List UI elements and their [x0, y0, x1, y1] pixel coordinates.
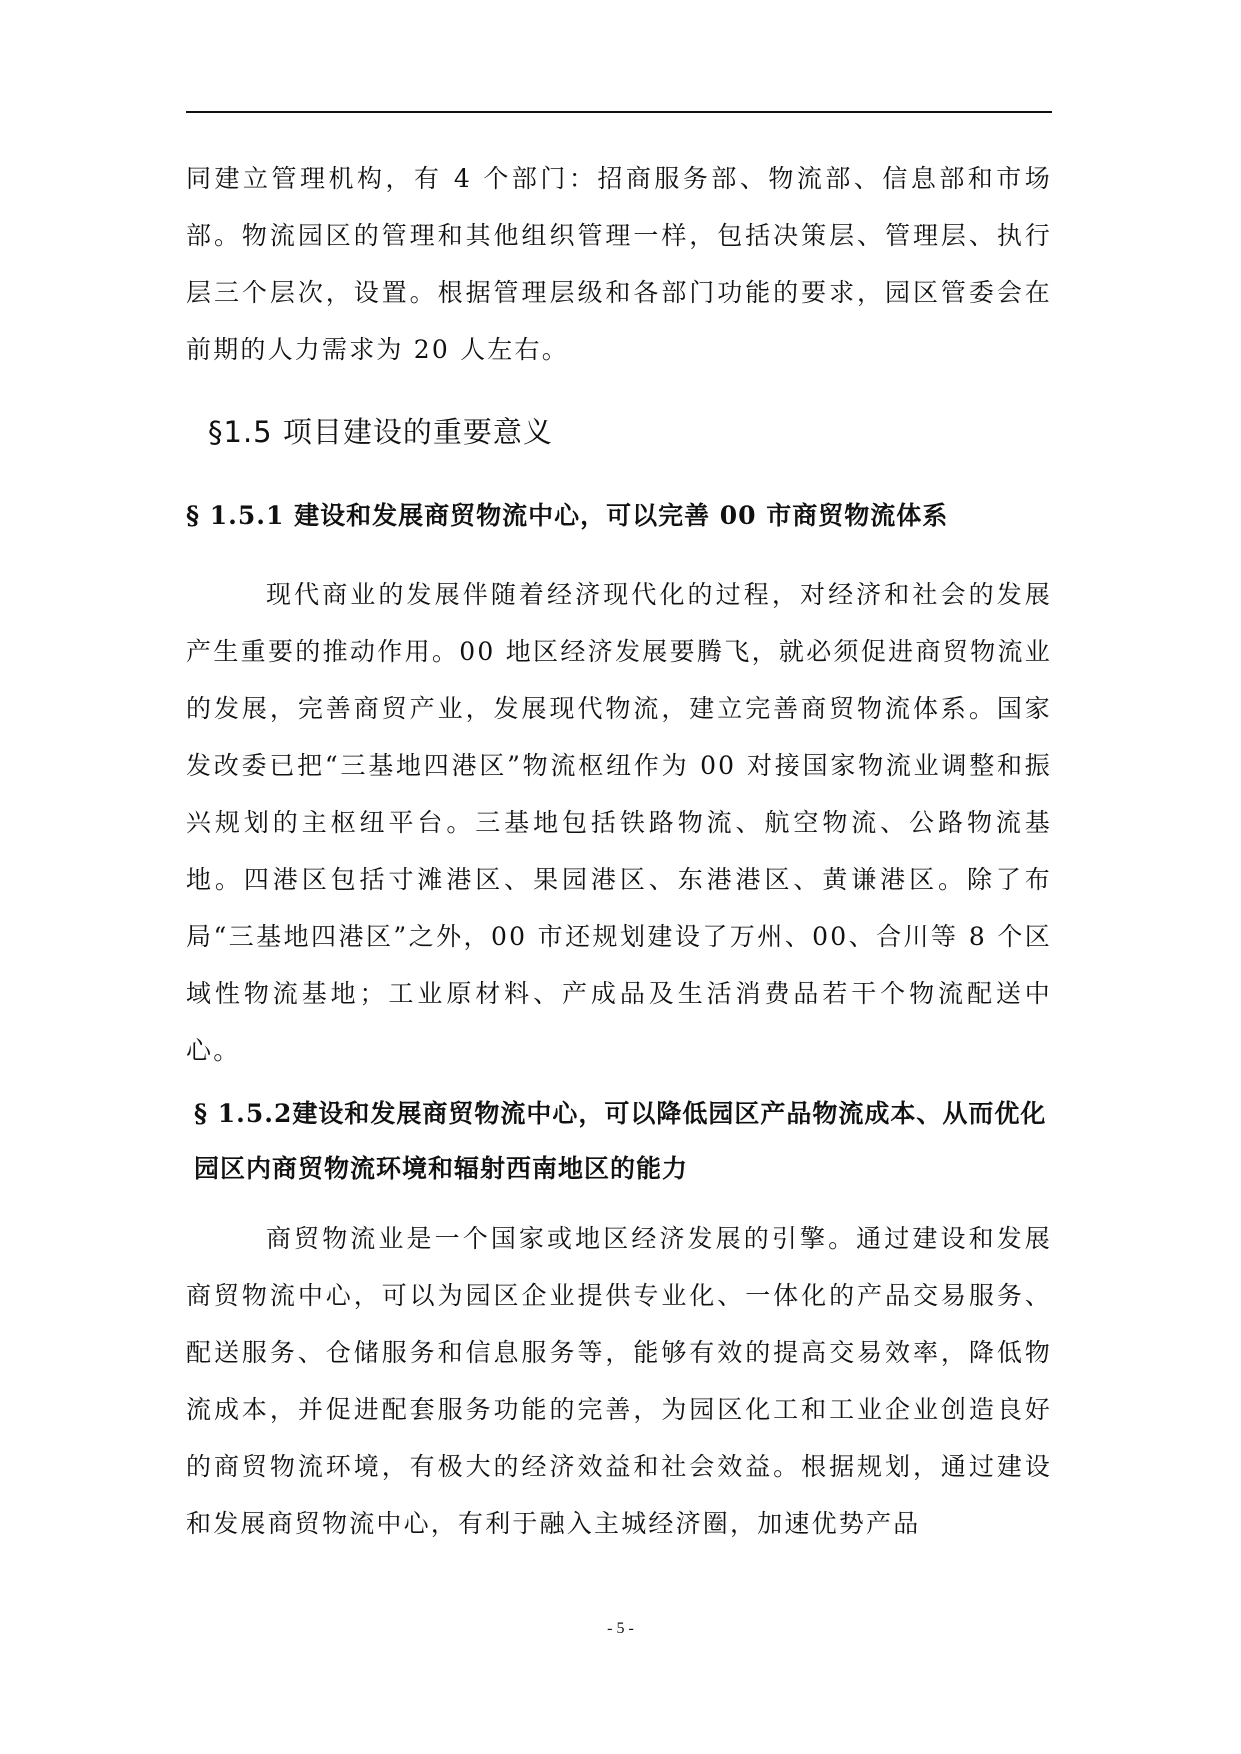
- section-heading: §1.5 项目建设的重要意义: [208, 415, 553, 449]
- subsection-heading-1: § 1.5.1 建设和发展商贸物流中心，可以完善 00 市商贸物流体系: [186, 501, 949, 530]
- header-rule: [186, 111, 1052, 113]
- paragraph-intro: 同建立管理机构，有 4 个部门：招商服务部、物流部、信息部和市场部。物流园区的管理和其他组织管理一样，包括决策层、管理层、执行层三个层次，设置。根据管理层级和各部门功能的要求，园区管委会在前期的人力需求为 20 人左右。: [186, 164, 1052, 364]
- subsection-heading-2: § 1.5.2建设和发展商贸物流中心，可以降低园区产品物流成本、从而优化园区内商贸物流环境和辐射西南地区的能力: [194, 1099, 1047, 1183]
- paragraph-subsection-2: 商贸物流业是一个国家或地区经济发展的引擎。通过建设和发展商贸物流中心，可以为园区企业提供专业化、一体化的产品交易服务、配送服务、仓储服务和信息服务等，能够有效的提高交易效率，降低物流成本，并促进配套服务功能的完善，为园区化工和工业企业创造良好的商贸物流环境，有极大的经济效益和社会效益。根据规划，通过建设和发展商贸物流中心，有利于融入主城经济圈，加速优势产品: [186, 1224, 1052, 1538]
- paragraph-subsection-1: 现代商业的发展伴随着经济现代化的过程，对经济和社会的发展产生重要的推动作用。00 地区经济发展要腾飞，就必须促进商贸物流业的发展，完善商贸产业，发展现代物流，建立完善商贸物流体系。国家发改委已把“三基地四港区”物流枢纽作为 00 对接国家物流业调整和振兴规划的主枢纽平台。三基地包括铁路物流、航空物流、公路物流基地。四港区包括寸滩港区、果园港区、东港港区、黄谦港区。除了布局“三基地四港区”之外，00 市还规划建设了万州、00、合川等 8 个区域性物流基地；工业原材料、产成品及生活消费品若干个物流配送中心。: [186, 580, 1052, 1065]
- page-number: - 5 -: [607, 1620, 634, 1637]
